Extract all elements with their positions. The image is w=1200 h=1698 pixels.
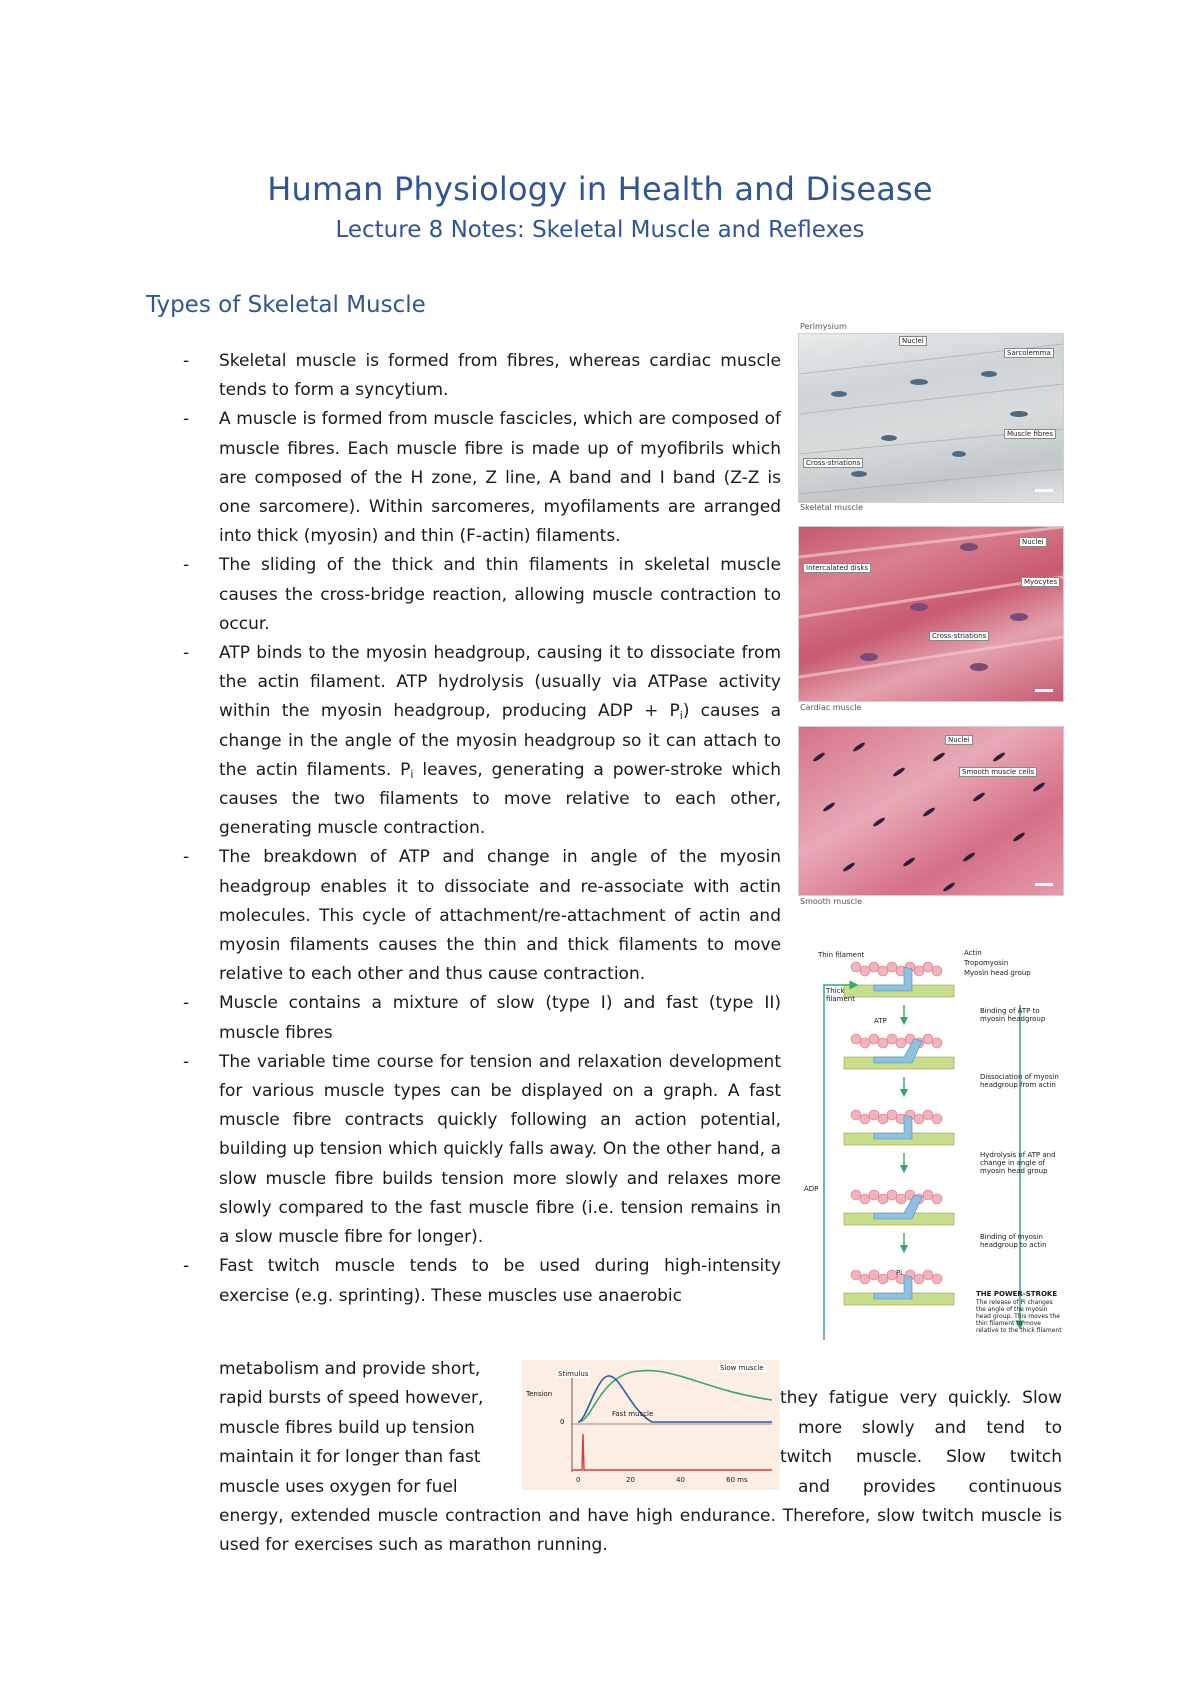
wrap-line: rapid bursts of speed however, bbox=[219, 1388, 484, 1408]
page-title: Human Physiology in Health and Disease bbox=[267, 170, 933, 208]
label-intercalated-disks: Intercalated disks bbox=[803, 563, 871, 573]
smooth-muscle-drawing bbox=[799, 727, 1063, 895]
section-heading: Types of Skeletal Muscle bbox=[146, 292, 426, 318]
skeletal-muscle-image bbox=[798, 333, 1064, 503]
x-tick-label: 20 bbox=[626, 1476, 635, 1484]
label-cross-striations: Cross-striations bbox=[929, 631, 989, 641]
scale-bar bbox=[1035, 883, 1053, 886]
list-item bbox=[183, 639, 781, 843]
panel-label: Perimysium bbox=[800, 322, 847, 331]
cycle-stage bbox=[844, 1190, 954, 1249]
label-thin-filament: Thin filament bbox=[818, 951, 865, 959]
wrap-line: maintain it for longer than fast bbox=[219, 1447, 481, 1467]
bullet-list bbox=[183, 347, 781, 1311]
figure-caption: Cardiac muscle bbox=[800, 703, 862, 712]
wrap-line: metabolism and provide short, bbox=[219, 1359, 481, 1379]
scale-bar bbox=[1035, 689, 1053, 692]
label-step-3: Hydrolysis of ATP and change in angle of myosin head group bbox=[980, 1151, 1056, 1175]
wrap-line: more slowly and tend to bbox=[798, 1418, 1062, 1438]
label-power-stroke-desc: The release of Pi changes the angle of the myosin head group. This moves the thin filament to move relative to the thick filament bbox=[976, 1299, 1062, 1334]
list-item: - Muscle contains a mixture of slow (type I) and fast (type II) muscle fibres bbox=[183, 989, 781, 1047]
wrap-line: they fatigue very quickly. Slow bbox=[780, 1388, 1062, 1408]
figure-caption: Smooth muscle bbox=[800, 897, 862, 906]
label-fast-muscle: Fast muscle bbox=[612, 1410, 654, 1418]
wrap-line: twitch muscle. Slow twitch bbox=[780, 1447, 1062, 1467]
bullet-text: ) causes a change in the angle of the myosin headgroup so it can attach to the actin filaments. P bbox=[219, 701, 781, 780]
scale-bar bbox=[1035, 489, 1053, 492]
label-step-1: Binding of ATP to myosin headgroup bbox=[980, 1007, 1046, 1023]
x-tick-label: 40 bbox=[676, 1476, 685, 1484]
smooth-muscle-image bbox=[798, 726, 1064, 896]
cardiac-muscle-drawing bbox=[799, 527, 1063, 701]
x-tick-label: 60 ms bbox=[726, 1476, 748, 1484]
subscript: i bbox=[410, 767, 414, 781]
label-smooth-muscle-cells: Smooth muscle cells bbox=[959, 767, 1037, 777]
label-step-2: Dissociation of myosin headgroup from actin bbox=[980, 1073, 1059, 1089]
twitch-tension-graph bbox=[522, 1360, 780, 1490]
label-actin: Actin bbox=[964, 949, 982, 957]
label-nuclei: Nuclei bbox=[945, 735, 973, 745]
label-myosin-head: Myosin head group bbox=[964, 969, 1031, 977]
label-power-stroke: THE POWER-STROKE bbox=[976, 1290, 1058, 1298]
bullet-text: leaves, generating a power-stroke which causes the two filaments to move relative to each other, generating muscle contraction. bbox=[219, 759, 782, 839]
figure-caption: Skeletal muscle bbox=[800, 503, 863, 512]
label-step-4: Binding of myosin headgroup to actin bbox=[980, 1233, 1047, 1249]
wrap-line: muscle uses oxygen for fuel bbox=[219, 1477, 458, 1497]
y-tick-label: Tension bbox=[526, 1390, 553, 1398]
bullet-text: ATP binds to the myosin headgroup, causing it to dissociate from the actin filament. ATP hydrolysis (usually via ATPase activity within the myosin headgroup, producing ADP + P bbox=[219, 643, 781, 722]
list-item: - Fast twitch muscle tends to be used during high-intensity exercise (e.g. sprinting). These muscles use anaerobic bbox=[183, 1252, 781, 1310]
label-muscle-fibres: Muscle fibres bbox=[1004, 429, 1056, 439]
list-item: - The variable time course for tension and relaxation development for various muscle types can be displayed on a graph. A fast muscle fibre contracts quickly following an action potential, building up tension which quickly falls away. On the other hand, a slow muscle fibre builds tension more slowly and relaxes more slowly compared to the fast muscle fibre (i.e. tension remains in a slow muscle fibre for longer). bbox=[183, 1048, 781, 1252]
subscript: i bbox=[679, 709, 683, 723]
label-slow-muscle: Slow muscle bbox=[720, 1364, 764, 1372]
label-pi: Pi bbox=[896, 1269, 903, 1277]
y-tick-label: 0 bbox=[560, 1418, 565, 1426]
label-cross-striations: Cross-striations bbox=[803, 458, 863, 468]
label-stimulus: Stimulus bbox=[558, 1370, 589, 1378]
label-myocytes: Myocytes bbox=[1021, 577, 1060, 587]
cycle-stage bbox=[844, 1034, 954, 1093]
list-item: - The sliding of the thick and thin filaments in skeletal muscle causes the cross-bridge reaction, allowing muscle contraction to occur. bbox=[183, 551, 781, 639]
label-adp: ADP bbox=[804, 1185, 819, 1193]
cardiac-muscle-image bbox=[798, 526, 1064, 702]
page-subtitle: Lecture 8 Notes: Skeletal Muscle and Reflexes bbox=[335, 217, 865, 243]
bullet-text: The breakdown of ATP and change in angle of the myosin headgroup enables it to dissociate and re-associate with actin molecules. This cycle of attachment/re-attachment of actin and myosin filaments causes the thin and thick filaments to move relative to each other and thus cause contraction. bbox=[219, 847, 781, 985]
paragraph-tail: energy, extended muscle contraction and have high endurance. Therefore, slow twitch muscle is used for exercises such as marathon running. bbox=[219, 1506, 1062, 1556]
skeletal-muscle-drawing bbox=[799, 334, 1063, 502]
label-nuclei: Nuclei bbox=[899, 336, 927, 346]
label-tropomyosin: Tropomyosin bbox=[964, 959, 1009, 967]
x-tick-label: 0 bbox=[576, 1476, 581, 1484]
list-item: - Skeletal muscle is formed from fibres, whereas cardiac muscle tends to form a syncytium. bbox=[183, 347, 781, 405]
wrap-line: muscle fibres build up tension bbox=[219, 1418, 475, 1438]
cycle-stage bbox=[844, 962, 954, 1021]
wrap-line: and provides continuous bbox=[798, 1477, 1062, 1497]
cross-bridge-cycle-diagram bbox=[804, 945, 1066, 1365]
label-nuclei: Nuclei bbox=[1019, 537, 1047, 547]
label-atp: ATP bbox=[874, 1017, 887, 1025]
cycle-stage bbox=[844, 1110, 954, 1169]
list-item bbox=[183, 843, 781, 989]
label-thick-filament: Thick filament bbox=[826, 987, 855, 1003]
label-sarcolemma: Sarcolemma bbox=[1004, 348, 1054, 358]
list-item: - A muscle is formed from muscle fascicles, which are composed of muscle fibres. Each muscle fibre is made up of myofibrils which are composed of the H zone, Z line, A band and I band (Z-Z is one sarcomere). Within sarcomeres, myofilaments are arranged into thick (myosin) and thin (F-actin) filaments. bbox=[183, 405, 781, 551]
